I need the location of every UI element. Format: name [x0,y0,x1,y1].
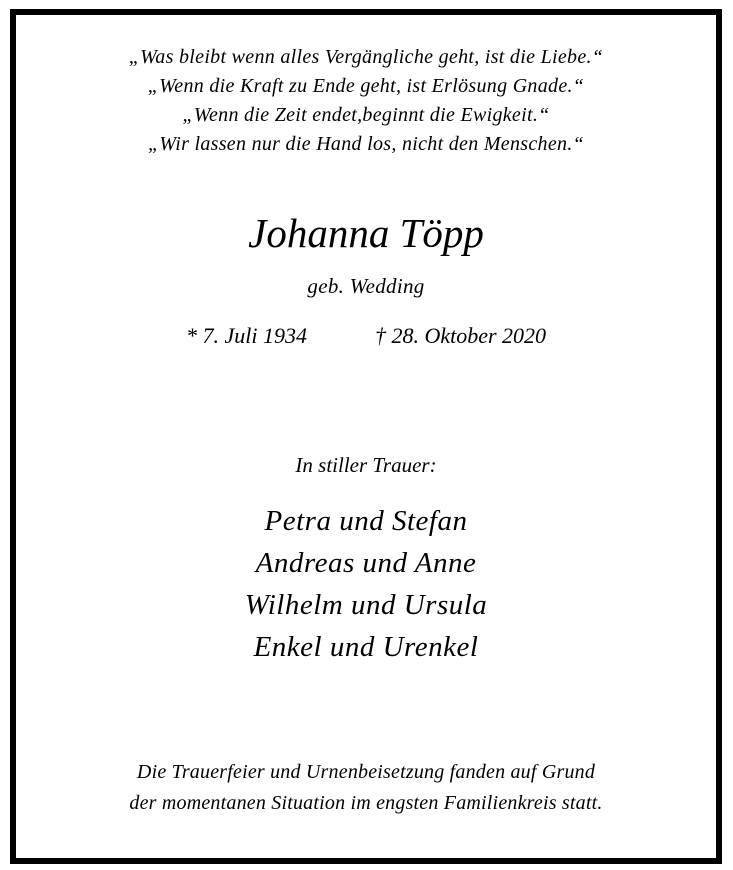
quote-line: „Was bleibt wenn alles Vergängliche geht, ist die Liebe.“ [128,46,604,68]
funeral-notice [16,757,716,819]
mourner-line: Petra und Stefan [264,505,468,537]
birth-date: * 7. Juli 1934 [185,323,307,348]
death-date: † 28. Oktober 2020 [374,323,547,348]
obituary-frame [10,9,722,864]
mourning-label: In stiller Trauer: [295,453,437,477]
mourner-line: Enkel und Urenkel [253,631,479,663]
funeral-notice-line: der momentanen Situation im engsten Familienkreis statt. [129,792,603,814]
maiden-name: geb. Wedding [307,274,425,298]
mourner-line: Andreas und Anne [255,547,477,579]
funeral-notice-line: Die Trauerfeier und Urnenbeisetzung fanden auf Grund [136,761,596,783]
quote-line: „Wenn die Zeit endet,beginnt die Ewigkeit.“ [182,104,550,126]
life-dates [16,322,716,350]
deceased-name: Johanna Töpp [248,210,484,256]
quotes-block [16,43,716,159]
mourner-line: Wilhelm und Ursula [244,589,488,621]
mourners-list [16,500,716,668]
quote-line: „Wir lassen nur die Hand los, nicht den Menschen.“ [147,133,585,155]
quote-line: „Wenn die Kraft zu Ende geht, ist Erlösung Gnade.“ [147,75,585,97]
obituary-content [16,15,716,858]
